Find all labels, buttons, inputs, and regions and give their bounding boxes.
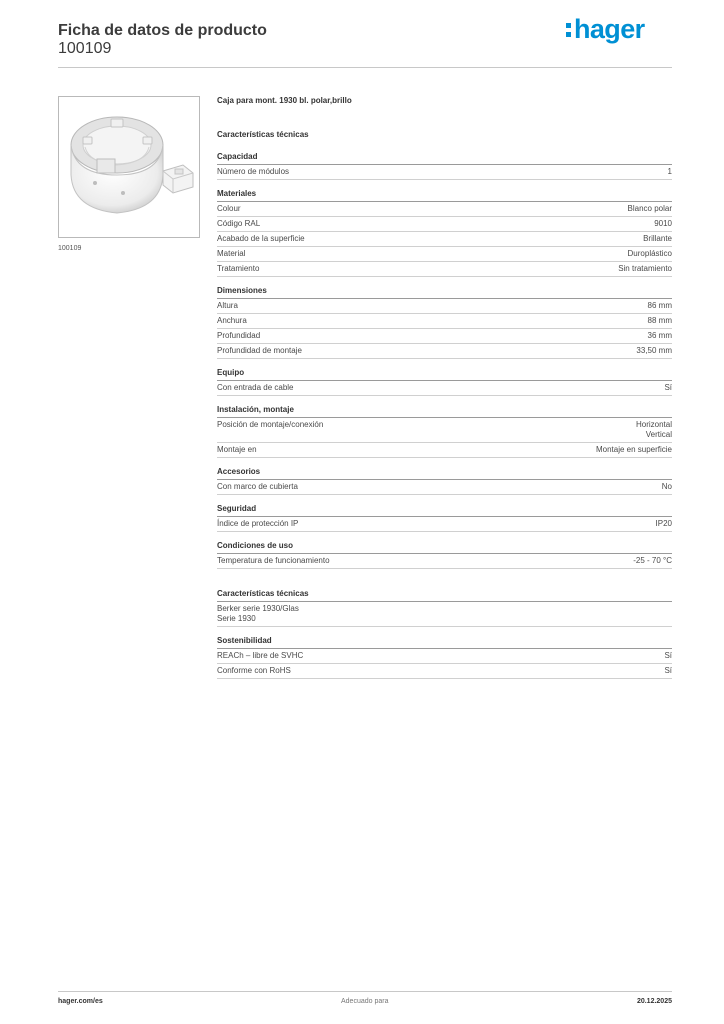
spec-row (217, 344, 672, 359)
section-title: Instalación, montaje (217, 405, 672, 418)
spec-value-line: Sin tratamiento (618, 264, 672, 273)
spec-row (217, 443, 672, 458)
spec-row (217, 329, 672, 344)
header-title: Ficha de datos de producto (58, 22, 267, 39)
section-title: Materiales (217, 189, 672, 202)
spec-label: Altura (217, 301, 238, 310)
spec-label: Profundidad de montaje (217, 346, 302, 355)
spec-label: Índice de protección IP (217, 519, 299, 528)
spec-label: Profundidad (217, 331, 261, 340)
spec-value (596, 445, 672, 455)
spec-value (662, 482, 672, 492)
spec-row (217, 480, 672, 495)
spec-value-line: 33,50 mm (636, 346, 672, 355)
spec-value-line: Sí (664, 651, 672, 660)
spec-label: Código RAL (217, 219, 261, 228)
section-title: Dimensiones (217, 286, 672, 299)
spec-value (654, 219, 672, 229)
spec-label: Montaje en (217, 445, 257, 454)
header-divider (58, 67, 672, 68)
spec-value-line: 1 (667, 167, 672, 176)
spec-value (643, 234, 672, 244)
brand-logo (566, 16, 645, 43)
spec-value (648, 331, 672, 341)
spec-value-line: Vertical (645, 430, 672, 439)
spec-section (217, 152, 672, 180)
spec-value-line: Sí (664, 383, 672, 392)
spec-value-line: 86 mm (647, 301, 672, 310)
spec-value-line: Blanco polar (627, 204, 672, 213)
spec-row (217, 664, 672, 679)
technical-heading: Características técnicas (217, 130, 309, 139)
spec-label: Tratamiento (217, 264, 260, 273)
spec-value-line: Montaje en superficie (595, 445, 672, 454)
spec-section (217, 467, 672, 495)
spec-row (217, 202, 672, 217)
spec-value (648, 316, 672, 326)
spec-label: Posición de montaje/conexión (217, 420, 324, 429)
spec-value-line: -25 - 70 °C (633, 556, 672, 565)
spec-section (217, 189, 672, 277)
spec-row (217, 649, 672, 664)
spec-value (648, 301, 672, 311)
spec-sections (217, 152, 672, 569)
spec-section-sustainability (217, 636, 672, 679)
spec-value (656, 519, 672, 529)
spec-row (217, 517, 672, 532)
logo-text: hager (574, 14, 645, 44)
spec-row (217, 262, 672, 277)
footer-date: 20.12.2025 (636, 998, 672, 1005)
spec-label: Conforme con RoHS (217, 666, 291, 675)
section-title: Condiciones de uso (217, 541, 672, 554)
spec-label: Con entrada de cable (217, 383, 294, 392)
spec-value (664, 666, 672, 676)
spec-label: Anchura (217, 316, 247, 325)
spec-section-tech (217, 589, 672, 627)
spec-value-line: IP20 (655, 519, 672, 528)
footer-divider (58, 991, 672, 992)
spec-value (636, 346, 672, 356)
spec-label: Temperatura de funcionamiento (217, 556, 330, 565)
spec-content (217, 96, 672, 688)
spec-section (217, 286, 672, 359)
spec-value-line: Horizontal (635, 420, 672, 429)
spec-value-line: 36 mm (647, 331, 672, 340)
section-title: Equipo (217, 368, 672, 381)
spec-row (217, 554, 672, 569)
section-title: Accesorios (217, 467, 672, 480)
tech-lines (217, 602, 672, 627)
footer-website: hager.com/es (58, 998, 103, 1005)
section-title: Capacidad (217, 152, 672, 165)
spec-row (217, 247, 672, 262)
section-title: Características técnicas (217, 589, 672, 602)
tech-line: Serie 1930 (217, 614, 256, 623)
tech-line: Berker serie 1930/Glas (217, 604, 299, 613)
spec-value (664, 651, 672, 661)
spec-label: Colour (217, 204, 241, 213)
footer-note: Adecuado para (341, 998, 389, 1005)
spec-value-line: 88 mm (647, 316, 672, 325)
spec-section (217, 405, 672, 458)
mounting-box-image (59, 97, 199, 237)
spec-value (618, 264, 672, 274)
product-photo (58, 96, 200, 238)
spec-value-line: 9010 (654, 219, 672, 228)
spec-value (633, 556, 672, 566)
spec-value-line: No (661, 482, 672, 491)
spec-row (217, 314, 672, 329)
spec-value (628, 249, 672, 259)
spec-label: Con marco de cubierta (217, 482, 298, 491)
spec-label: Material (217, 249, 246, 258)
product-number: 100109 (58, 40, 112, 57)
photo-caption: 100109 (58, 245, 82, 252)
spec-value-line: Brillante (643, 234, 672, 243)
spec-value (664, 383, 672, 393)
spec-value-line: Duroplástico (627, 249, 672, 258)
section-title: Seguridad (217, 504, 672, 517)
spec-section (217, 504, 672, 532)
spec-value-line: Sí (664, 666, 672, 675)
spec-label: Número de módulos (217, 167, 290, 176)
spec-row (217, 299, 672, 314)
spec-row (217, 165, 672, 180)
spec-label: Acabado de la superficie (217, 234, 305, 243)
logo-dots (566, 18, 572, 38)
spec-row (217, 381, 672, 396)
spec-value (628, 204, 672, 214)
spec-section (217, 368, 672, 396)
product-name: Caja para mont. 1930 bl. polar,brillo (217, 96, 352, 105)
spec-row (217, 232, 672, 247)
section-title: Sostenibilidad (217, 636, 672, 649)
spec-row (217, 217, 672, 232)
spec-value (668, 167, 672, 177)
spec-row (217, 418, 672, 443)
spec-section (217, 541, 672, 569)
spec-label: REACh – libre de SVHC (217, 651, 304, 660)
spec-value (636, 420, 672, 440)
